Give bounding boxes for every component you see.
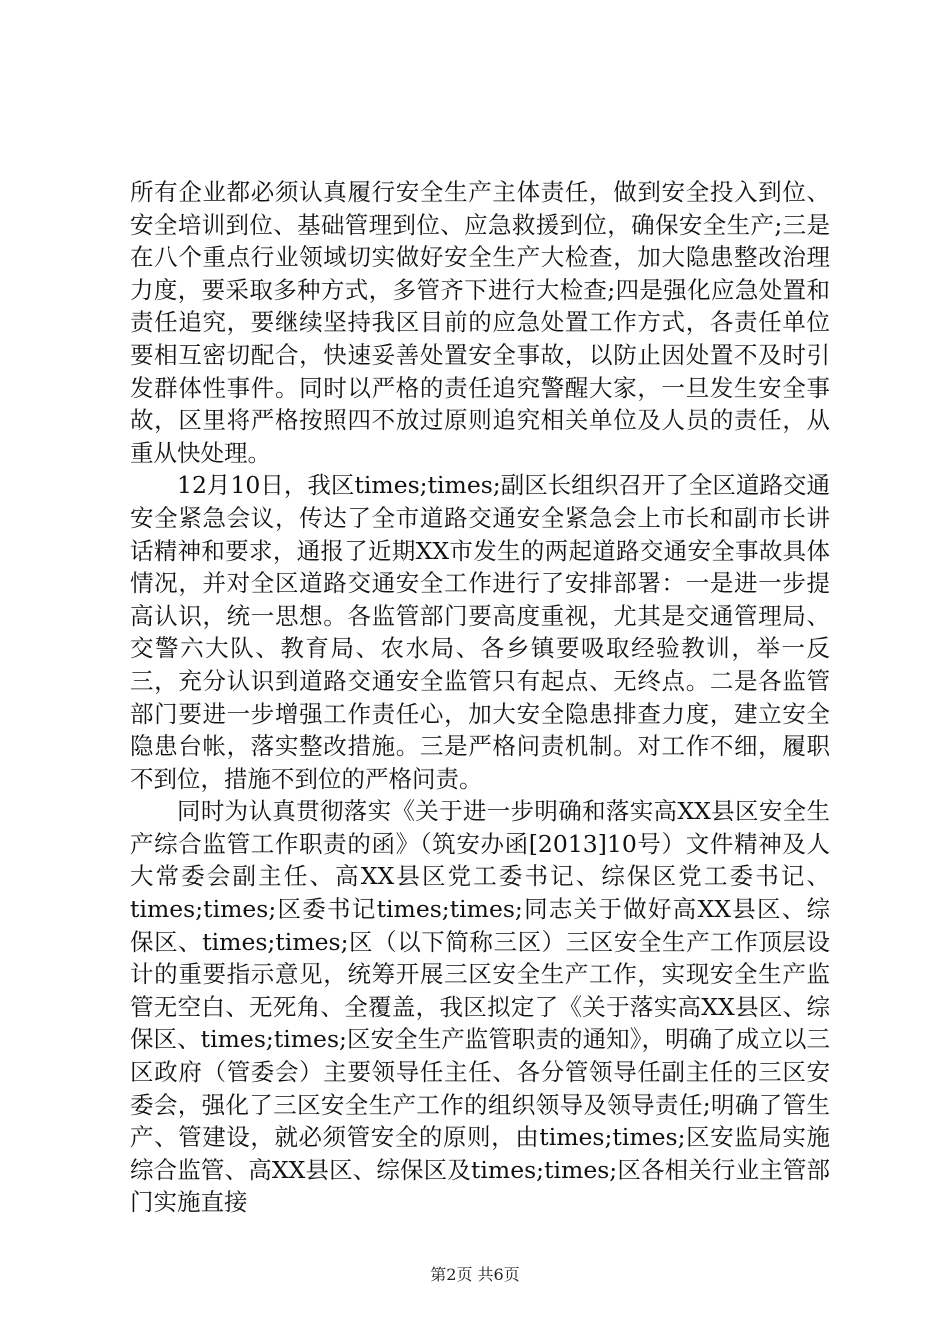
page-footer: 第2页 共6页 bbox=[430, 1265, 520, 1284]
paragraph-road-safety-meeting: 12月10日，我区times;times;副区长组织召开了全区道路交通安全紧急会议，传达了全市道路交通安全紧急会上市长和副市长讲话精神和要求，通报了近期XX市发生的两起道路交通安全事故具体情况，并对全区道路交通安全工作进行了安排部署：一是进一步提高认识，统一思想。各监管部门要高度重视，尤其是交通管理局、交警六大队、教育局、农水局、各乡镇要吸取经验教训，举一反三，充分认识到道路交通安全监管只有起点、无终点。二是各监管部门要进一步增强工作责任心，加大安全隐患排查力度，建立安全隐患台帐，落实整改措施。三是严格问责机制。对工作不细，履职不到位，措施不到位的严格问责。 bbox=[130, 471, 830, 793]
paragraph-continuation: 所有企业都必须认真履行安全生产主体责任，做到安全投入到位、安全培训到位、基础管理到位、应急救援到位，确保安全生产;三是在八个重点行业领域切实做好安全生产大检查，加大隐患整改治理力度，要采取多种方式，多管齐下进行大检查;四是强化应急处置和责任追究，要继续坚持我区目前的应急处置工作方式，各责任单位要相互密切配合，快速妥善处置安全事故，以防止因处置不及时引发群体性事件。同时以严格的责任追究警醒大家，一旦发生安全事故，区里将严格按照四不放过原则追究相关单位及人员的责任，从重从快处理。 bbox=[130, 178, 830, 467]
paragraph-three-districts: 同时为认真贯彻落实《关于进一步明确和落实高XX县区安全生产综合监管工作职责的函》（筑安办函[2013]10号）文件精神及人大常委会副主任、高XX县区党工委书记、综保区党工委书记、times;times;区委书记times;times;同志关于做好高XX县区、综保区、times;times;区（以下简称三区）三区安全生产工作顶层设计的重要指示意见，统筹开展三区安全生产工作，实现安全生产监管无空白、无死角、全覆盖，我区拟定了《关于落实高XX县区、综保区、times;times;区安全生产监管职责的通知》，明确了成立以三区政府（管委会）主要领导任主任、各分管领导任副主任的三区安委会，强化了三区安全生产工作的组织领导及领导责任;明确了管生产、管建设，就必须管安全的原则，由times;times;区安监局实施综合监管、高XX县区、综保区及times;times;区各相关行业主管部门实施直接 bbox=[130, 797, 830, 1217]
body-text bbox=[130, 176, 830, 1219]
